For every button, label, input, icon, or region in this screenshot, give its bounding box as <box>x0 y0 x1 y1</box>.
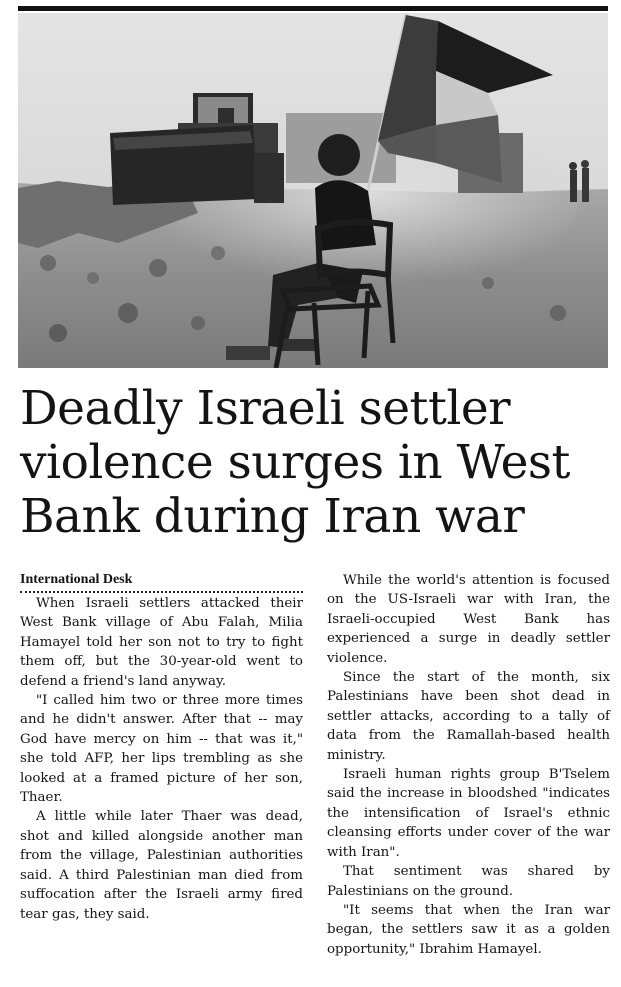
article-column-left <box>20 571 303 924</box>
article-column-right <box>327 571 610 959</box>
top-rule <box>18 6 608 11</box>
paragraph: "It seems that when the Iran war began, the settlers saw it as a golden opportunity," Ibrahim Hamayel. <box>327 902 610 957</box>
headline: Deadly Israeli settler violence surges in West Bank during Iran war <box>20 381 570 544</box>
paragraph: While the world's attention is focused on the US-Israeli war with Iran, the Israeli-occupied West Bank has experienced a surge in deadly settler violence. <box>327 573 610 666</box>
paragraph: When Israeli settlers attacked their West Bank village of Abu Falah, Milia Hamayel told her son not to try to fight them off, but the 30-year-old went to defend a friend's land anyway. <box>20 596 303 689</box>
paragraph: Since the start of the month, six Palestinians have been shot dead in settler attacks, according to a tally of data from the Ramallah-based health ministry. <box>327 670 610 763</box>
news-photo <box>18 13 608 368</box>
paragraph: Israeli human rights group B'Tselem said the increase in bloodshed "indicates the intensification of Israel's ethnic cleansing efforts under cover of the war with Iran". <box>327 767 610 860</box>
byline: International Desk <box>20 571 303 593</box>
paragraph: "I called him two or three more times and he didn't answer. After that -- may God have mercy on him -- that was it," she told AFP, her lips trembling as she looked at a framed picture of her son, Thaer. <box>20 693 303 806</box>
paragraph: That sentiment was shared by Palestinians on the ground. <box>327 864 610 899</box>
paragraph: A little while later Thaer was dead, shot and killed alongside another man from the village, Palestinian authorities said. A third Palestinian man died from suffocation after the Israeli army fired tear gas, they said. <box>20 809 303 922</box>
